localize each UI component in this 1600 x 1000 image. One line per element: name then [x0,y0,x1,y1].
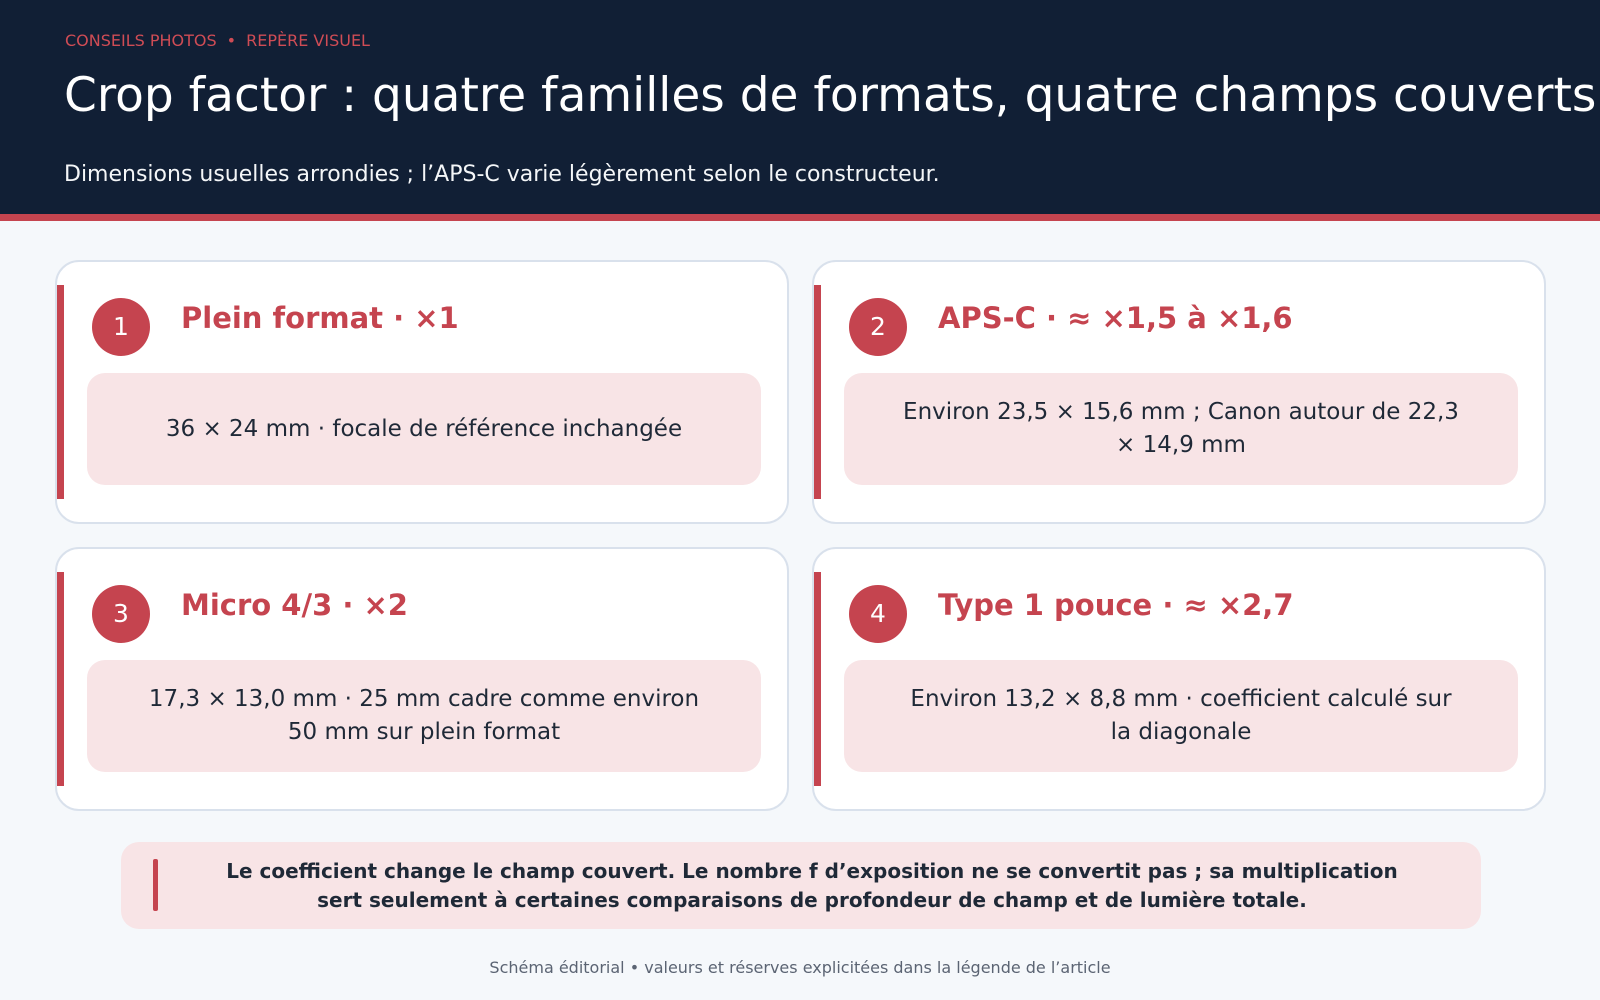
card-number-badge: 2 [849,298,907,356]
card-description: 36 × 24 mm · focale de référence inchangée [87,373,761,485]
eyebrow [65,31,370,50]
eyebrow-label: REPÈRE VISUEL [246,31,370,50]
card-number-badge: 4 [849,585,907,643]
page-header [0,0,1600,221]
explanatory-note [121,842,1481,929]
card-title: Micro 4/3 · ×2 [181,588,408,622]
card-title: APS-C · ≈ ×1,5 à ×1,6 [938,301,1293,335]
source-footer: Schéma éditorial • valeurs et réserves explicitées dans la légende de l’article [489,958,1111,977]
eyebrow-category: CONSEILS PHOTOS [65,31,217,50]
format-card-full-frame [55,260,789,524]
note-accent-bar [153,859,158,911]
card-description: Environ 23,5 × 15,6 mm ; Canon autour de 22,3 × 14,9 mm [844,373,1518,485]
card-title: Type 1 pouce · ≈ ×2,7 [938,588,1294,622]
page-subtitle: Dimensions usuelles arrondies ; l’APS-C varie légèrement selon le constructeur. [64,162,940,187]
card-number-badge: 1 [92,298,150,356]
card-description: 17,3 × 13,0 mm · 25 mm cadre comme environ 50 mm sur plein format [87,660,761,772]
format-card-micro-four-thirds [55,547,789,811]
card-description: Environ 13,2 × 8,8 mm · coefficient calculé sur la diagonale [844,660,1518,772]
card-title: Plein format · ×1 [181,301,459,335]
format-card-aps-c [812,260,1546,524]
note-text: Le coefficient change le champ couvert. Le nombre f d’exposition ne se convertit pas ; sa multiplication sert seulement à certaines comparaisons de profondeur de champ et de lumière totale. [226,858,1398,912]
page-title: Crop factor : quatre familles de formats, quatre champs couverts [64,68,1597,123]
card-number-badge: 3 [92,585,150,643]
eyebrow-separator: • [226,31,237,50]
format-card-one-inch [812,547,1546,811]
